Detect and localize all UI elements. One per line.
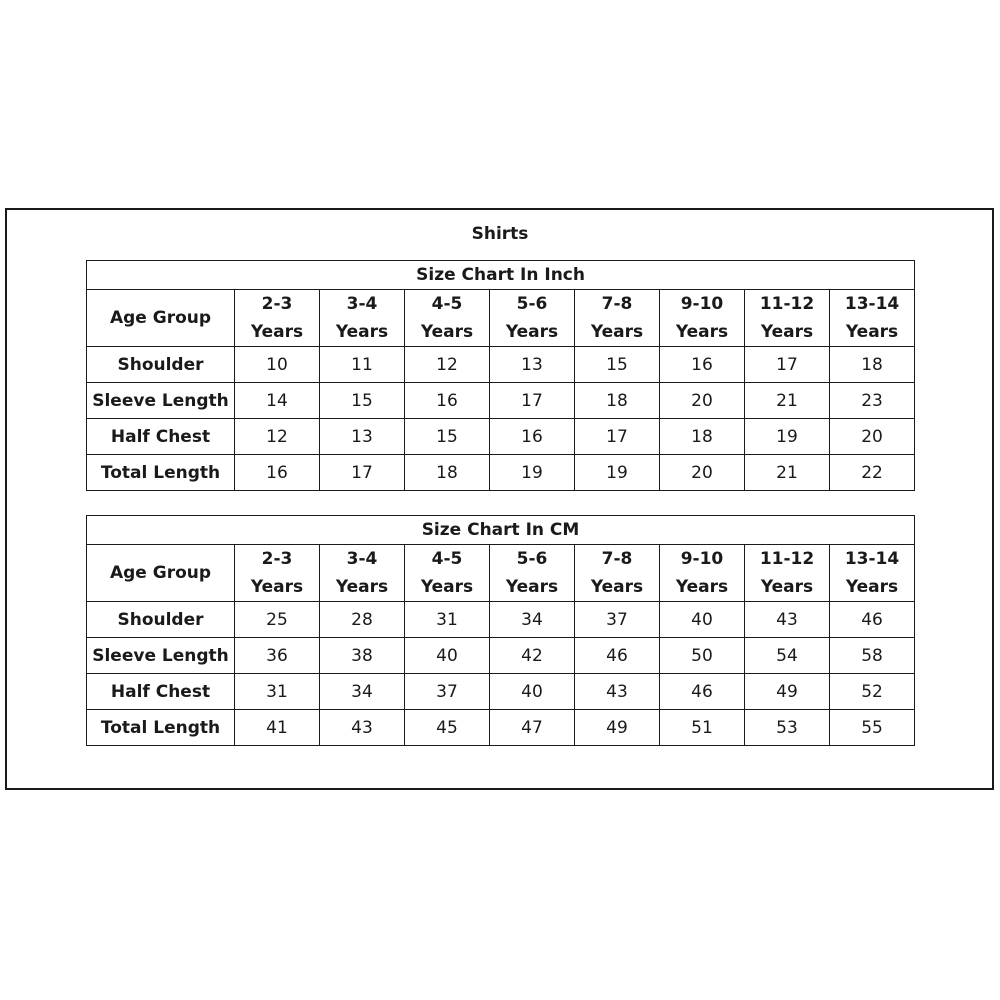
table-cell: 15 bbox=[575, 347, 660, 383]
age-unit: Years bbox=[590, 577, 644, 597]
table-cell: 17 bbox=[575, 419, 660, 455]
age-column-header bbox=[830, 290, 915, 347]
table-cell: 20 bbox=[830, 419, 915, 455]
age-column-header bbox=[320, 545, 405, 602]
age-column-header bbox=[235, 290, 320, 347]
table-row bbox=[87, 674, 915, 710]
table-cell: 31 bbox=[235, 674, 320, 710]
age-column-header bbox=[745, 290, 830, 347]
age-range: 5-6 bbox=[516, 549, 548, 569]
table-cell: 28 bbox=[320, 602, 405, 638]
table-cell: 21 bbox=[745, 383, 830, 419]
age-column-header bbox=[745, 545, 830, 602]
age-column-header bbox=[490, 545, 575, 602]
table-cell: 55 bbox=[830, 710, 915, 746]
age-unit: Years bbox=[250, 322, 304, 342]
age-range: 2-3 bbox=[261, 549, 293, 569]
table-cell: 43 bbox=[320, 710, 405, 746]
table-cell: 42 bbox=[490, 638, 575, 674]
age-unit: Years bbox=[505, 322, 559, 342]
age-column-header bbox=[405, 545, 490, 602]
age-column-header bbox=[660, 290, 745, 347]
row-label: Sleeve Length bbox=[87, 383, 235, 419]
table-header-row bbox=[87, 545, 915, 602]
row-label: Half Chest bbox=[87, 674, 235, 710]
table-cell: 53 bbox=[745, 710, 830, 746]
age-range: 11-12 bbox=[759, 549, 815, 569]
table-caption: Size Chart In Inch bbox=[87, 261, 915, 290]
age-column-header bbox=[235, 545, 320, 602]
table-cell: 17 bbox=[745, 347, 830, 383]
age-unit: Years bbox=[250, 577, 304, 597]
table-cell: 43 bbox=[575, 674, 660, 710]
table-row bbox=[87, 455, 915, 491]
table-cell: 12 bbox=[235, 419, 320, 455]
age-range: 11-12 bbox=[759, 294, 815, 314]
table-cell: 22 bbox=[830, 455, 915, 491]
table-cell: 18 bbox=[830, 347, 915, 383]
table-cell: 14 bbox=[235, 383, 320, 419]
age-range: 3-4 bbox=[346, 294, 378, 314]
table-row bbox=[87, 602, 915, 638]
age-column-header bbox=[575, 290, 660, 347]
age-group-header: Age Group bbox=[87, 290, 235, 347]
table-cell: 25 bbox=[235, 602, 320, 638]
table-cell: 16 bbox=[490, 419, 575, 455]
age-unit: Years bbox=[505, 577, 559, 597]
table-header-row bbox=[87, 290, 915, 347]
table-cell: 46 bbox=[830, 602, 915, 638]
table-cell: 19 bbox=[745, 419, 830, 455]
table-cell: 41 bbox=[235, 710, 320, 746]
age-unit: Years bbox=[420, 577, 474, 597]
table-cell: 18 bbox=[575, 383, 660, 419]
age-column-header bbox=[490, 290, 575, 347]
row-label: Total Length bbox=[87, 455, 235, 491]
table-row bbox=[87, 710, 915, 746]
table-cell: 20 bbox=[660, 455, 745, 491]
table-caption: Size Chart In CM bbox=[87, 516, 915, 545]
table-cell: 49 bbox=[745, 674, 830, 710]
table-cell: 45 bbox=[405, 710, 490, 746]
age-range: 2-3 bbox=[261, 294, 293, 314]
table-cell: 37 bbox=[575, 602, 660, 638]
table-cell: 19 bbox=[490, 455, 575, 491]
row-label: Half Chest bbox=[87, 419, 235, 455]
table-cell: 18 bbox=[405, 455, 490, 491]
age-unit: Years bbox=[590, 322, 644, 342]
age-range: 9-10 bbox=[680, 294, 724, 314]
table-row bbox=[87, 419, 915, 455]
table-cell: 13 bbox=[320, 419, 405, 455]
table-cell: 47 bbox=[490, 710, 575, 746]
table-cell: 20 bbox=[660, 383, 745, 419]
row-label: Total Length bbox=[87, 710, 235, 746]
table-cell: 34 bbox=[320, 674, 405, 710]
table-cell: 40 bbox=[660, 602, 745, 638]
table-cell: 38 bbox=[320, 638, 405, 674]
table-cell: 21 bbox=[745, 455, 830, 491]
table-cell: 11 bbox=[320, 347, 405, 383]
table-cell: 46 bbox=[575, 638, 660, 674]
age-range: 9-10 bbox=[680, 549, 724, 569]
age-unit: Years bbox=[760, 577, 814, 597]
age-range: 4-5 bbox=[431, 549, 463, 569]
table-cell: 12 bbox=[405, 347, 490, 383]
table-row bbox=[87, 383, 915, 419]
age-column-header bbox=[830, 545, 915, 602]
age-unit: Years bbox=[675, 577, 729, 597]
table-cell: 37 bbox=[405, 674, 490, 710]
table-cell: 40 bbox=[405, 638, 490, 674]
size-table-inch bbox=[86, 260, 915, 491]
age-unit: Years bbox=[335, 577, 389, 597]
age-unit: Years bbox=[675, 322, 729, 342]
age-range: 7-8 bbox=[601, 294, 633, 314]
table-cell: 54 bbox=[745, 638, 830, 674]
table-caption-row bbox=[87, 261, 915, 290]
table-cell: 43 bbox=[745, 602, 830, 638]
age-column-header bbox=[320, 290, 405, 347]
age-unit: Years bbox=[760, 322, 814, 342]
age-range: 3-4 bbox=[346, 549, 378, 569]
table-row bbox=[87, 638, 915, 674]
table-cell: 40 bbox=[490, 674, 575, 710]
table-cell: 49 bbox=[575, 710, 660, 746]
table-cell: 31 bbox=[405, 602, 490, 638]
table-cell: 46 bbox=[660, 674, 745, 710]
row-label: Shoulder bbox=[87, 347, 235, 383]
table-cell: 13 bbox=[490, 347, 575, 383]
table-cell: 52 bbox=[830, 674, 915, 710]
table-cell: 10 bbox=[235, 347, 320, 383]
age-unit: Years bbox=[335, 322, 389, 342]
table-cell: 17 bbox=[490, 383, 575, 419]
age-column-header bbox=[660, 545, 745, 602]
age-range: 5-6 bbox=[516, 294, 548, 314]
age-column-header bbox=[575, 545, 660, 602]
page-title: Shirts bbox=[471, 224, 529, 244]
table-cell: 19 bbox=[575, 455, 660, 491]
age-group-header: Age Group bbox=[87, 545, 235, 602]
age-unit: Years bbox=[420, 322, 474, 342]
row-label: Shoulder bbox=[87, 602, 235, 638]
age-range: 7-8 bbox=[601, 549, 633, 569]
table-cell: 16 bbox=[660, 347, 745, 383]
age-column-header bbox=[405, 290, 490, 347]
age-range: 13-14 bbox=[844, 294, 900, 314]
table-cell: 16 bbox=[405, 383, 490, 419]
table-cell: 17 bbox=[320, 455, 405, 491]
table-caption-row bbox=[87, 516, 915, 545]
table-cell: 15 bbox=[405, 419, 490, 455]
table-row bbox=[87, 347, 915, 383]
row-label: Sleeve Length bbox=[87, 638, 235, 674]
table-cell: 51 bbox=[660, 710, 745, 746]
table-cell: 16 bbox=[235, 455, 320, 491]
table-cell: 15 bbox=[320, 383, 405, 419]
age-unit: Years bbox=[845, 577, 899, 597]
size-table-cm bbox=[86, 515, 915, 746]
table-cell: 50 bbox=[660, 638, 745, 674]
table-cell: 23 bbox=[830, 383, 915, 419]
table-cell: 36 bbox=[235, 638, 320, 674]
table-cell: 18 bbox=[660, 419, 745, 455]
table-cell: 58 bbox=[830, 638, 915, 674]
table-cell: 34 bbox=[490, 602, 575, 638]
age-range: 4-5 bbox=[431, 294, 463, 314]
age-unit: Years bbox=[845, 322, 899, 342]
age-range: 13-14 bbox=[844, 549, 900, 569]
